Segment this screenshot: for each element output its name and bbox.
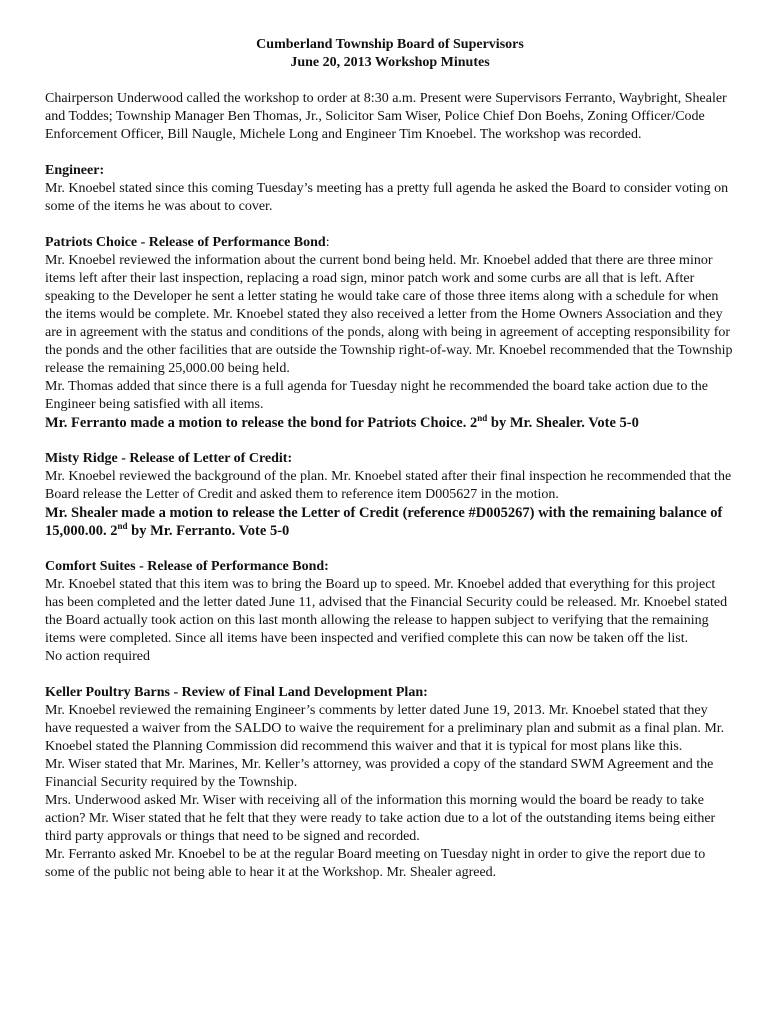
- misty-paragraph: Mr. Knoebel reviewed the background of the plan. Mr. Knoebel stated after their final inspection he recommended that the Board release the Letter of Credit and asked them to reference item D005627 in the motion.: [45, 469, 732, 502]
- patriots-heading-line: [45, 234, 735, 252]
- keller-paragraph-4: Mr. Ferranto asked Mr. Knoebel to be at the regular Board meeting on Tuesday night in order to give the report due to some of the public not being able to hear it at the Workshop. Mr. Shealer agreed.: [45, 847, 706, 880]
- spacer: [45, 216, 735, 234]
- keller-paragraph-1: Mr. Knoebel reviewed the remaining Engineer’s comments by letter dated June 19, 2013. Mr. Knoebel stated that they have requested a waiver from the SALDO to waive the requirement for a preliminary plan and submit as a final plan. Mr. Knoebel stated the Planning Commission did recommend this waiver and that it is typical for most plans like this.: [45, 703, 725, 754]
- spacer: [45, 432, 735, 450]
- patriots-paragraph-2: Mr. Thomas added that since there is a full agenda for Tuesday night he recommended the board take action due to the Engineer being satisfied with all items.: [45, 379, 708, 412]
- engineer-heading: Engineer:: [45, 163, 105, 178]
- patriots-motion-vote: by Mr. Shealer. Vote 5-0: [487, 415, 639, 431]
- spacer: [45, 540, 735, 558]
- misty-motion-text: Mr. Shealer made a motion to release the Letter of Credit (reference #D005267) with the remaining balance of 15,000.00. 2: [45, 505, 723, 539]
- intro-paragraph: Chairperson Underwood called the workshop to order at 8:30 a.m. Present were Supervisors Ferranto, Waybright, Shealer and Toddes; Township Manager Ben Thomas, Jr., Solicitor Sam Wiser, Police Chief Don Boehs, Zoning Officer/Code Enforcement Officer, Bill Naugle, Michele Long and Engineer Tim Knoebel. The workshop was recorded.: [45, 91, 727, 142]
- patriots-motion-text: Mr. Ferranto made a motion to release the bond for Patriots Choice. 2: [45, 415, 478, 431]
- patriots-heading-colon: :: [325, 235, 330, 250]
- minutes-page: [45, 36, 735, 882]
- spacer: [45, 72, 735, 90]
- patriots-paragraph-1: Mr. Knoebel reviewed the information about the current bond being held. Mr. Knoebel added that there are three minor items left after their last inspection, replacing a road sign, minor patch work and some curbs are all that is left. After speaking to the Developer he sent a letter stating he would take care of those three items along with a schedule for when the items would be complete. Mr. Knoebel stated they also received a letter from the Home Owners Association and they are in agreement with the status and conditions of the ponds, along with being in agreement of accepting responsibility for the ponds and the other facilities that are outside the Township right-of-way. Mr. Knoebel recommended that the Township release the remaining 25,000.00 being held.: [45, 253, 733, 376]
- patriots-heading: Patriots Choice - Release of Performance Bond: [45, 235, 326, 250]
- misty-heading: Misty Ridge - Release of Letter of Credit:: [45, 451, 293, 466]
- spacer: [45, 666, 735, 684]
- comfort-paragraph: Mr. Knoebel stated that this item was to bring the Board up to speed. Mr. Knoebel added that everything for this project has been completed and the letter dated June 11, advised that the Financial Security could be released. Mr. Knoebel stated the Board actually took action on this last month allowing the release to happen subject to verifying that the remaining items were completed. Since all items have been inspected and verified complete this can now be taken off the list.: [45, 577, 728, 646]
- comfort-heading: Comfort Suites - Release of Performance Bond:: [45, 559, 329, 574]
- misty-motion-ordinal: nd: [117, 521, 128, 532]
- patriots-motion-ordinal: nd: [477, 413, 488, 424]
- engineer-paragraph: Mr. Knoebel stated since this coming Tuesday’s meeting has a pretty full agenda he asked the Board to consider voting on some of the items he was about to cover.: [45, 181, 729, 214]
- keller-heading: Keller Poultry Barns - Review of Final Land Development Plan:: [45, 685, 428, 700]
- document-title: Cumberland Township Board of Supervisors: [256, 37, 524, 52]
- keller-paragraph-3: Mrs. Underwood asked Mr. Wiser with receiving all of the information this morning would the board be ready to take action? Mr. Wiser stated that he felt that they were ready to take action due to a lot of the outstanding items being either third party approvals or things that need to be signed and recorded.: [45, 793, 716, 844]
- keller-paragraph-2: Mr. Wiser stated that Mr. Marines, Mr. Keller’s attorney, was provided a copy of the standard SWM Agreement and the Financial Security required by the Township.: [45, 757, 714, 790]
- spacer: [45, 144, 735, 162]
- comfort-note: No action required: [45, 649, 150, 664]
- document-subtitle: June 20, 2013 Workshop Minutes: [290, 55, 490, 70]
- misty-motion-vote: by Mr. Ferranto. Vote 5-0: [127, 523, 290, 539]
- misty-motion: [45, 504, 735, 540]
- patriots-motion: [45, 414, 735, 432]
